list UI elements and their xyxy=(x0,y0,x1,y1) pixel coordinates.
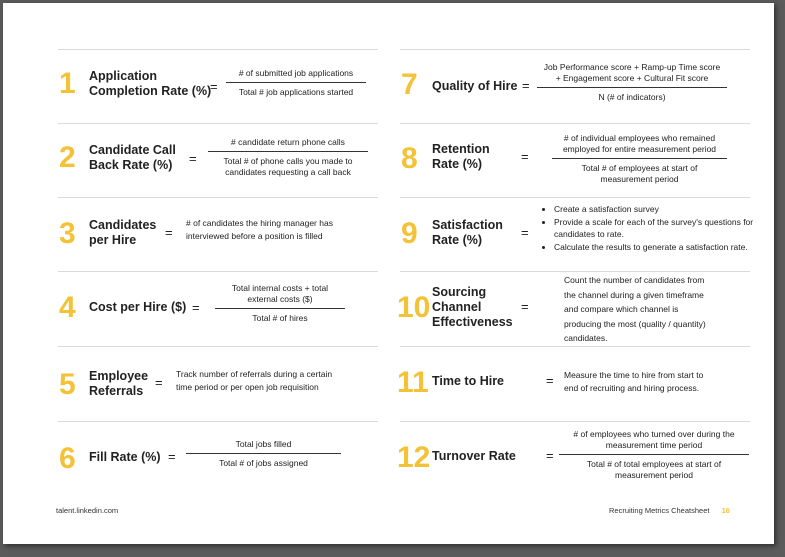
formula-fraction xyxy=(537,62,727,103)
metric-description xyxy=(564,273,706,346)
numerator-line: Job Performance score + Ramp-up Time score xyxy=(543,62,721,72)
denominator: Total # job applications started xyxy=(238,87,354,97)
equals-sign: = xyxy=(155,375,163,390)
divider xyxy=(400,197,750,198)
divider xyxy=(400,49,750,50)
footer-title xyxy=(609,506,730,515)
equals-sign: = xyxy=(189,151,197,166)
metric-label-line: Time to Hire xyxy=(432,374,505,388)
formula-fraction xyxy=(552,133,727,185)
metric-label xyxy=(89,369,148,399)
metric-label-line: Completion Rate (%) xyxy=(89,84,212,98)
equals-sign: = xyxy=(521,299,529,314)
numerator-line: Total internal costs + total xyxy=(231,283,329,293)
divider xyxy=(400,346,750,347)
numerator-line: external costs ($) xyxy=(247,294,313,304)
denominator-line: measurement period xyxy=(600,174,679,184)
divider xyxy=(58,197,378,198)
metric-label-line: Rate (%) xyxy=(432,233,483,247)
metric-label xyxy=(432,449,516,464)
metric-label xyxy=(432,79,517,94)
divider xyxy=(58,271,378,272)
numerator-line: measurement time period xyxy=(605,440,703,450)
numerator-line: employed for entire measurement period xyxy=(562,144,717,154)
description-line: the channel during a given timeframe xyxy=(564,289,704,300)
document-title: Recruiting Metrics Cheatsheet xyxy=(609,506,710,515)
footer-site: talent.linkedin.com xyxy=(56,506,119,515)
description-line: Count the number of candidates from xyxy=(564,275,705,285)
metric-description xyxy=(186,217,333,243)
metric-label xyxy=(89,218,156,248)
metric-label-line: per Hire xyxy=(89,233,137,247)
divider xyxy=(58,421,378,422)
metric-label xyxy=(432,142,490,172)
metric-number: 7 xyxy=(401,68,418,101)
formula-fraction xyxy=(215,283,345,324)
metric-description xyxy=(564,369,703,395)
equals-sign: = xyxy=(521,149,529,164)
denominator: Total # of hires xyxy=(252,313,308,323)
metric-number: 5 xyxy=(59,368,76,401)
denominator: N (# of indicators) xyxy=(598,92,666,102)
divider xyxy=(400,421,750,422)
metric-number: 9 xyxy=(401,217,418,250)
metric-label-line: Candidate Call xyxy=(89,143,176,157)
metric-number: 6 xyxy=(59,442,76,475)
denominator-line: candidates requesting a call back xyxy=(225,167,351,177)
numerator-line: # of individual employees who remained xyxy=(563,133,716,143)
equals-sign: = xyxy=(522,78,530,93)
metric-number: 3 xyxy=(59,217,76,250)
equals-sign: = xyxy=(165,225,173,240)
metric-label-line: Rate (%) xyxy=(432,157,483,171)
metric-label-line: Quality of Hire xyxy=(432,79,518,93)
description-line: end of recruiting and hiring process. xyxy=(564,383,700,393)
metric-number: 1 xyxy=(59,67,76,100)
description-line: Track number of referrals during a certain xyxy=(176,369,333,379)
description-line: time period or per open job requisition xyxy=(176,382,319,392)
denominator xyxy=(559,455,749,481)
numerator: # of submitted job applications xyxy=(226,68,366,83)
document-page xyxy=(3,3,774,544)
metric-label-line: Back Rate (%) xyxy=(89,158,173,172)
metric-label-line: Application xyxy=(89,69,158,83)
list-item: • Provide a scale for each of the survey's questions for candidates to rate. xyxy=(554,216,754,241)
metric-number: 4 xyxy=(59,291,76,324)
metric-label-line: Sourcing xyxy=(432,285,487,299)
metric-number: 2 xyxy=(59,141,76,174)
description-line: candidates. xyxy=(564,333,608,343)
metric-label-line: Channel xyxy=(432,300,482,314)
numerator: Total jobs filled xyxy=(186,439,341,454)
numerator xyxy=(552,133,727,159)
denominator-line: Total # of employees at start of xyxy=(581,163,698,173)
description-line: producing the most (quality / quantity) xyxy=(564,318,706,329)
divider xyxy=(400,271,750,272)
equals-sign: = xyxy=(521,225,529,240)
formula-fraction xyxy=(186,439,341,469)
list-item: • Create a satisfaction survey xyxy=(554,203,754,216)
description-line: # of candidates the hiring manager has xyxy=(186,218,333,228)
denominator xyxy=(208,152,368,178)
formula-fraction xyxy=(559,429,749,481)
denominator xyxy=(552,159,727,185)
metric-label-line: Retention xyxy=(432,142,490,156)
metric-number: 12 xyxy=(397,441,431,474)
denominator-line: Total # of phone calls you made to xyxy=(223,156,353,166)
metric-label xyxy=(89,450,161,465)
metric-label-line: Turnover Rate xyxy=(432,449,516,463)
metric-label xyxy=(89,143,176,173)
formula-fraction xyxy=(208,137,368,178)
metric-description xyxy=(176,368,332,394)
description-line: interviewed before a position is filled xyxy=(186,231,323,241)
numerator xyxy=(215,283,345,309)
equals-sign: = xyxy=(192,300,200,315)
description-line: and compare which channel is xyxy=(564,304,679,314)
equals-sign: = xyxy=(168,449,176,464)
metric-label-line: Cost per Hire ($) xyxy=(89,300,187,314)
divider xyxy=(58,346,378,347)
metric-label-line: Fill Rate (%) xyxy=(89,450,161,464)
metric-label xyxy=(432,374,504,389)
numerator: # candidate return phone calls xyxy=(208,137,368,152)
list-item: • Calculate the results to generate a satisfaction rate. xyxy=(554,241,754,254)
metric-label xyxy=(89,300,186,315)
metric-label-line: Satisfaction xyxy=(432,218,503,232)
divider xyxy=(58,49,378,50)
bullet-list xyxy=(540,203,754,253)
divider xyxy=(400,123,750,124)
metric-number: 10 xyxy=(397,291,431,324)
page-number: 16 xyxy=(721,506,730,515)
metric-label-line: Employee xyxy=(89,369,149,383)
metric-label xyxy=(89,69,211,99)
metric-label-line: Referrals xyxy=(89,384,144,398)
numerator xyxy=(559,429,749,455)
denominator: Total # of jobs assigned xyxy=(219,458,308,468)
divider xyxy=(58,123,378,124)
metric-label xyxy=(432,285,513,330)
metric-number: 11 xyxy=(397,366,429,399)
numerator-line: # of employees who turned over during the xyxy=(573,429,735,439)
numerator xyxy=(537,62,727,88)
metric-label-line: Effectiveness xyxy=(432,315,513,329)
description-line: Measure the time to hire from start to xyxy=(564,370,704,380)
denominator-line: measurement period xyxy=(615,470,693,480)
denominator-line: Total # of total employees at start of xyxy=(586,459,722,469)
metric-label xyxy=(432,218,503,248)
equals-sign: = xyxy=(546,373,554,388)
formula-fraction xyxy=(226,68,366,98)
equals-sign: = xyxy=(546,448,554,463)
metric-number: 8 xyxy=(401,142,418,175)
metric-label-line: Candidates xyxy=(89,218,157,232)
numerator-line: + Engagement score + Cultural Fit score xyxy=(555,73,709,83)
equals-sign: = xyxy=(210,79,218,94)
